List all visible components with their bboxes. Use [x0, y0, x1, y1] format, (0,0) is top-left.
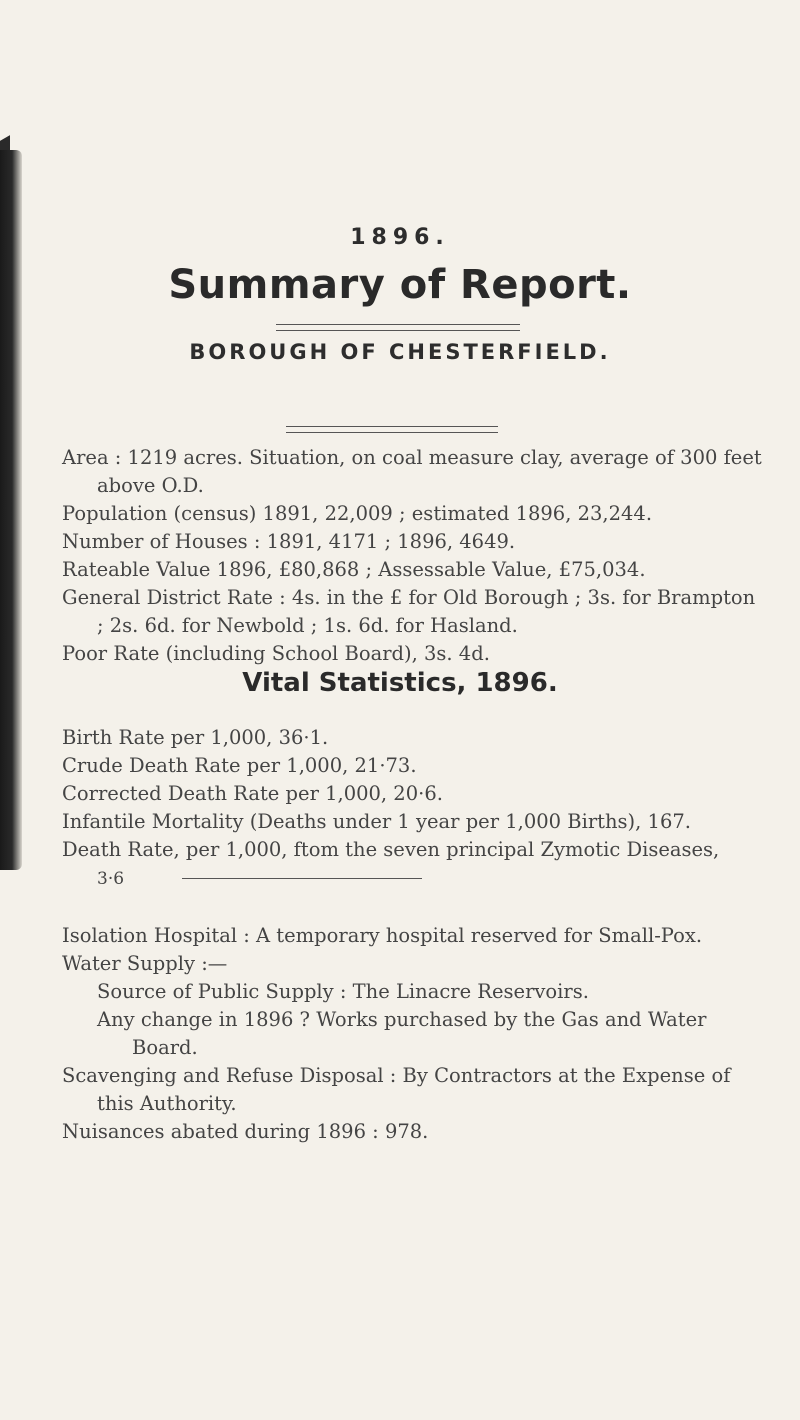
birth-rate-line: Birth Rate per 1,000, 36·1.: [62, 726, 329, 749]
district-rate-line: General District Rate : 4s. in the £ for Old Borough ; 3s. for Brampton ; 2s. 6d. for Newbold ; 1s. 6d. for Hasland.: [62, 586, 756, 637]
water-source-line: Source of Public Supply : The Linacre Reservoirs.: [97, 980, 589, 1003]
area-line: Area : 1219 acres. Situation, on coal measure clay, average of 300 feet above O.D.: [62, 446, 762, 497]
infant-mortality-line: Infantile Mortality (Deaths under 1 year per 1,000 Births), 167.: [62, 810, 691, 833]
vital-statistics-heading: Vital Statistics, 1896.: [242, 668, 558, 698]
zymotic-line: Death Rate, per 1,000, ftom the seven principal Zymotic Diseases,: [62, 838, 720, 861]
zymotic-value: 3·6: [97, 869, 125, 889]
crude-death-rate-line: Crude Death Rate per 1,000, 21·73.: [62, 754, 417, 777]
corrected-death-rate-line: Corrected Death Rate per 1,000, 20·6.: [62, 782, 443, 805]
water-supply-line: Water Supply :—: [62, 952, 228, 975]
rateable-value-line: Rateable Value 1896, £80,868 ; Assessable Value, £75,034.: [62, 558, 646, 581]
zymotic-value-row: [62, 864, 762, 893]
water-change-line: Any change in 1896 ? Works purchased by the Gas and Water Board.: [97, 1008, 707, 1059]
summary-section: [62, 444, 762, 668]
scavenging-line: Scavenging and Refuse Disposal : By Contractors at the Expense of this Authority.: [62, 1064, 731, 1115]
poor-rate-line: Poor Rate (including School Board), 3s. 4d.: [62, 642, 490, 665]
borough-rule-bottom: [286, 432, 498, 433]
report-year: 1896.: [350, 225, 450, 250]
houses-line: Number of Houses : 1891, 4171 ; 1896, 4649.: [62, 530, 516, 553]
report-title: Summary of Report.: [168, 262, 632, 308]
population-line: Population (census) 1891, 22,009 ; estimated 1896, 23,244.: [62, 502, 653, 525]
borough-name: BOROUGH OF CHESTERFIELD.: [189, 340, 611, 364]
borough-rule-top: [286, 426, 498, 427]
section-rule: [182, 878, 422, 879]
vital-statistics-section: [62, 724, 762, 893]
title-rule-top: [276, 324, 520, 325]
nuisances-line: Nuisances abated during 1896 : 978.: [62, 1120, 429, 1143]
other-section: [62, 922, 762, 1146]
isolation-hospital-line: Isolation Hospital : A temporary hospital reserved for Small-Pox.: [62, 924, 703, 947]
title-rule-bottom: [276, 330, 520, 331]
